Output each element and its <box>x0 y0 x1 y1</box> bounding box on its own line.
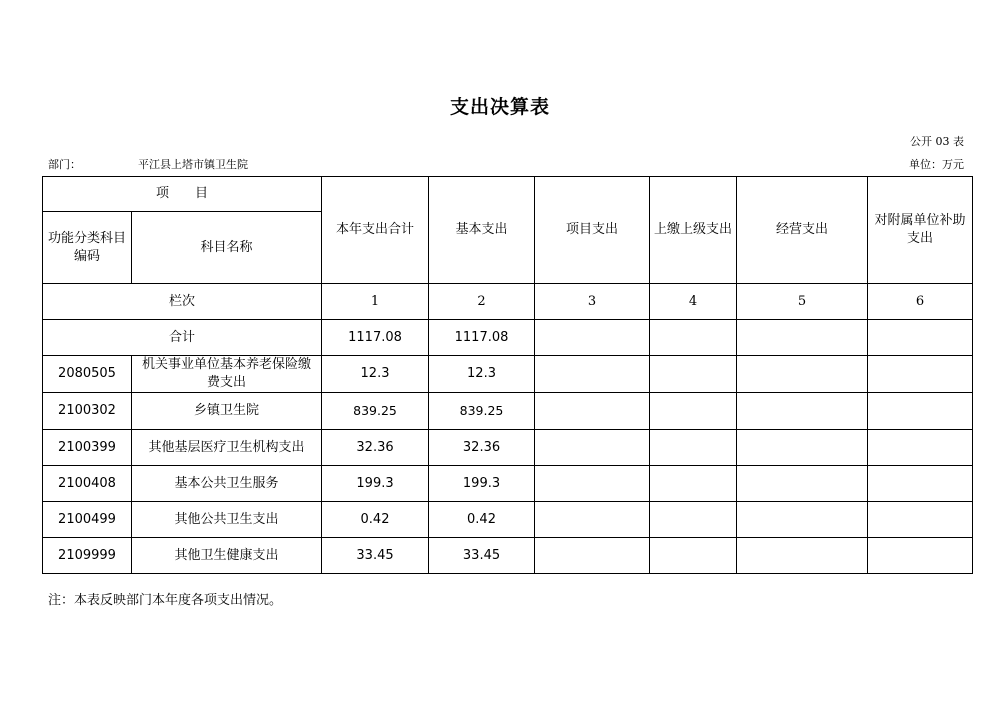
table-row <box>43 393 973 430</box>
row-name: 基本公共卫生服务 <box>132 466 322 502</box>
header-total: 本年支出合计 <box>322 177 429 284</box>
column-number: 5 <box>737 284 868 320</box>
row-code: 2100408 <box>43 466 132 502</box>
header-item: 项 目 <box>43 177 322 212</box>
header-name: 科目名称 <box>132 212 322 284</box>
column-number: 1 <box>322 284 429 320</box>
row-total: 12.3 <box>322 356 429 393</box>
column-number: 3 <box>535 284 650 320</box>
column-number: 4 <box>650 284 737 320</box>
sum-label: 合计 <box>43 320 322 356</box>
row-basic: 839.25 <box>429 393 535 430</box>
row-basic: 33.45 <box>429 538 535 574</box>
row-basic: 199.3 <box>429 466 535 502</box>
row-total: 33.45 <box>322 538 429 574</box>
row-code: 2080505 <box>43 356 132 393</box>
sum-basic: 1117.08 <box>429 320 535 356</box>
table-row <box>43 430 973 466</box>
header-business: 经营支出 <box>737 177 868 284</box>
row-basic: 32.36 <box>429 430 535 466</box>
row-total: 839.25 <box>322 393 429 430</box>
row-basic: 0.42 <box>429 502 535 538</box>
department-label: 部门： <box>48 158 81 171</box>
footnote: 注：本表反映部门本年度各项支出情况。 <box>48 593 283 608</box>
row-name: 其他公共卫生支出 <box>132 502 322 538</box>
column-number: 6 <box>868 284 973 320</box>
column-number-row <box>43 284 973 320</box>
row-total: 32.36 <box>322 430 429 466</box>
department-name: 平江县上塔市镇卫生院 <box>138 158 248 171</box>
column-number: 2 <box>429 284 535 320</box>
row-total: 0.42 <box>322 502 429 538</box>
table-row <box>43 356 973 393</box>
row-code: 2100399 <box>43 430 132 466</box>
header-upper: 上缴上级支出 <box>650 177 737 284</box>
row-name: 机关事业单位基本养老保险缴费支出 <box>132 356 322 393</box>
column-number-label: 栏次 <box>43 284 322 320</box>
header-basic: 基本支出 <box>429 177 535 284</box>
row-name: 其他基层医疗卫生机构支出 <box>132 430 322 466</box>
row-code: 2100499 <box>43 502 132 538</box>
table-row <box>43 502 973 538</box>
row-code: 2100302 <box>43 393 132 430</box>
header-code: 功能分类科目编码 <box>43 212 132 284</box>
row-basic: 12.3 <box>429 356 535 393</box>
row-code: 2109999 <box>43 538 132 574</box>
header-project: 项目支出 <box>535 177 650 284</box>
sum-row <box>43 320 973 356</box>
table-row <box>43 538 973 574</box>
row-name: 其他卫生健康支出 <box>132 538 322 574</box>
row-total: 199.3 <box>322 466 429 502</box>
header-row-item <box>43 177 973 212</box>
expenditure-table <box>42 176 973 574</box>
table-row <box>43 466 973 502</box>
row-name: 乡镇卫生院 <box>132 393 322 430</box>
unit-label: 单位：万元 <box>909 158 964 171</box>
sum-total: 1117.08 <box>322 320 429 356</box>
form-number: 公开 03 表 <box>910 135 964 148</box>
page-title: 支出决算表 <box>449 96 550 118</box>
header-subsidy: 对附属单位补助支出 <box>868 177 973 284</box>
